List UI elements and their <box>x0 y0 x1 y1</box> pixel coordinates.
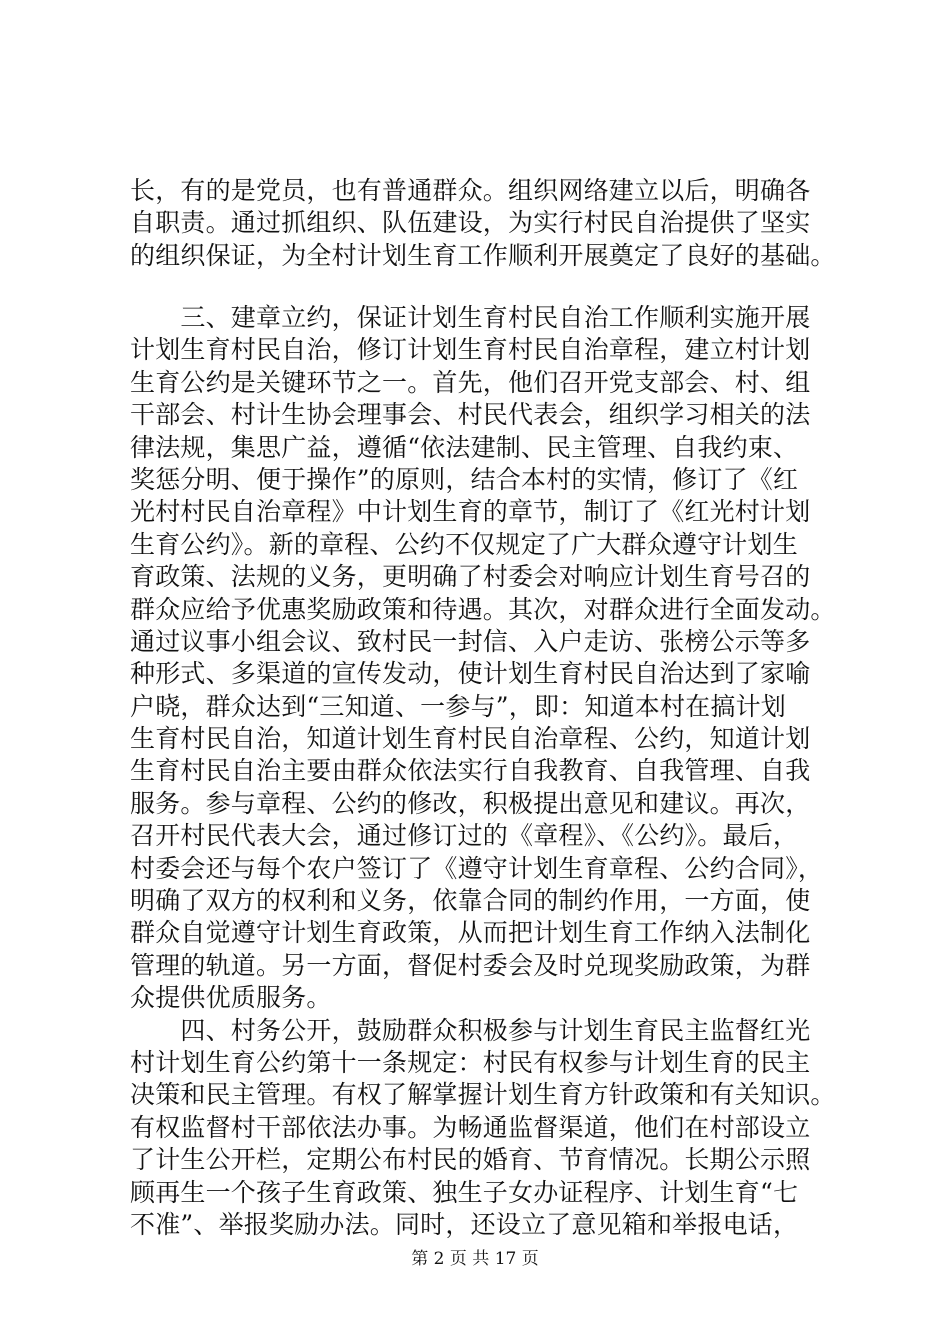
text-line: 生育村民自治主要由群众依法实行自我教育、自我管理、自我 <box>130 756 811 786</box>
text-line: 了计生公开栏，定期公布村民的婚育、节育情况。长期公示照 <box>130 1145 811 1175</box>
text-line: 育政策、法规的义务，更明确了村委会对响应计划生育号召的 <box>130 562 811 592</box>
text-line: 户晓，群众达到“三知道、一参与”，即：知道本村在搞计划 <box>130 691 786 721</box>
text-line: 决策和民主管理。有权了解掌握计划生育方针政策和有关知识。 <box>130 1080 836 1110</box>
text-line: 明确了双方的权利和义务，依靠合同的制约作用，一方面，使 <box>130 886 811 916</box>
text-line: 群众应给予优惠奖励政策和待遇。其次，对群众进行全面发动。 <box>130 594 836 624</box>
text-line: 生育公约》。新的章程、公约不仅规定了广大群众遵守计划生 <box>130 529 798 559</box>
text-line: 村委会还与每个农户签订了《遵守计划生育章程、公约合同》， <box>130 853 824 883</box>
text-line: 长，有的是党员，也有普通群众。组织网络建立以后，明确各 <box>130 176 811 205</box>
text-line: 管理的轨道。另一方面，督促村委会及时兑现奖励政策，为群 <box>130 950 811 980</box>
body-text <box>130 302 836 1241</box>
text-line: 群众自觉遵守计划生育政策，从而把计划生育工作纳入法制化 <box>130 918 811 948</box>
paragraph-3 <box>130 1015 836 1242</box>
text-line: 干部会、村计生协会理事会、村民代表会，组织学习相关的法 <box>130 400 811 430</box>
text-line: 召开村民代表大会，通过修订过的《章程》、《公约》。最后， <box>130 821 799 851</box>
text-line: 四、村务公开，鼓励群众积极参与计划生育民主监督红光 <box>130 1015 811 1045</box>
text-line: 的组织保证，为全村计划生育工作顺利开展奠定了良好的基础。 <box>130 240 836 270</box>
text-line: 光村村民自治章程》中计划生育的章节，制订了《红光村计划 <box>130 497 811 527</box>
text-line: 三、建章立约，保证计划生育村民自治工作顺利实施开展 <box>130 303 811 332</box>
text-line: 生育公约是关键环节之一。首先，他们召开党支部会、村、组 <box>130 367 811 397</box>
text-line: 种形式、多渠道的宣传发动，使计划生育村民自治达到了家喻 <box>130 659 811 689</box>
text-line: 服务。参与章程、公约的修改，积极提出意见和建议。再次， <box>130 788 811 818</box>
text-line: 奖惩分明、便于操作”的原则，结合本村的实情，修订了《红 <box>130 464 799 494</box>
text-line: 计划生育村民自治，修订计划生育村民自治章程，建立村计划 <box>130 335 811 365</box>
text-line: 生育村民自治，知道计划生育村民自治章程、公约，知道计划 <box>130 724 811 754</box>
page-number-footer: 第 2 页 共 17 页 <box>411 1249 539 1269</box>
text-line: 不准”、举报奖励办法。同时，还设立了意见箱和举报电话， <box>130 1209 799 1239</box>
text-line: 通过议事小组会议、致村民一封信、入户走访、张榜公示等多 <box>130 626 811 656</box>
text-line: 村计划生育公约第十一条规定：村民有权参与计划生育的民主 <box>130 1047 811 1077</box>
paragraph-1 <box>130 175 836 272</box>
text-line: 自职责。通过抓组织、队伍建设，为实行村民自治提供了坚实 <box>130 208 811 238</box>
text-line: 律法规，集思广益，遵循“依法建制、民主管理、自我约束、 <box>130 432 799 462</box>
text-line: 众提供优质服务。 <box>130 983 332 1013</box>
text-line: 顾再生一个孩子生育政策、独生子女办证程序、计划生育“七 <box>130 1177 799 1207</box>
paragraph-2 <box>130 302 836 1015</box>
text-line: 有权监督村干部依法办事。为畅通监督渠道，他们在村部设立 <box>130 1112 811 1142</box>
